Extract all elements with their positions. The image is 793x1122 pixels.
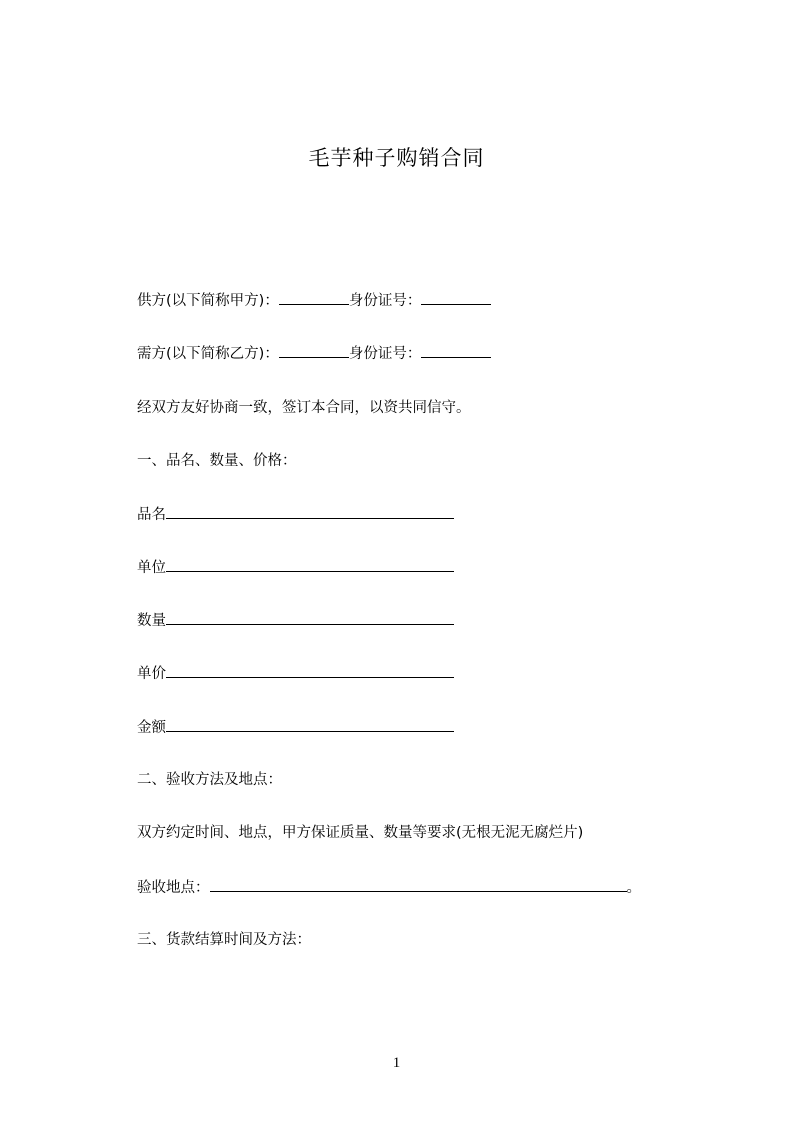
field-blank: [166, 717, 454, 732]
field-label: 品名: [137, 507, 166, 523]
buyer-label: 需方(以下简称乙方)：: [137, 346, 279, 362]
supplier-line: [137, 290, 491, 311]
supplier-id-blank: [421, 290, 491, 305]
field-label: 金额: [137, 720, 166, 736]
field-row-amount: [137, 717, 454, 738]
field-blank: [166, 610, 454, 625]
page-number: 1: [392, 1055, 401, 1071]
inspection-location-blank: [210, 877, 627, 892]
field-row-quantity: [137, 610, 454, 631]
inspection-location-label: 验收地点：: [137, 880, 210, 896]
buyer-line: [137, 343, 491, 364]
field-label: 单价: [137, 666, 166, 682]
field-label: 数量: [137, 613, 166, 629]
field-row-unit: [137, 557, 454, 578]
field-row-unit-price: [137, 663, 454, 684]
field-blank: [166, 504, 454, 519]
supplier-name-blank: [279, 290, 349, 305]
section2-heading: 二、验收方法及地点：: [137, 772, 282, 788]
inspection-location-line: [137, 877, 641, 898]
supplier-id-label: 身份证号：: [348, 293, 422, 309]
field-blank: [166, 663, 454, 678]
section3-heading: 三、货款结算时间及方法：: [137, 932, 311, 948]
section1-heading: 一、品名、数量、价格：: [137, 453, 297, 469]
buyer-name-blank: [279, 343, 349, 358]
field-row-product-name: [137, 504, 454, 525]
section2-text: 双方约定时间、地点，甲方保证质量、数量等要求(无根无泥无腐烂片): [137, 825, 584, 841]
supplier-label: 供方(以下简称甲方)：: [137, 293, 279, 309]
document-title: 毛芋种子购销合同: [308, 146, 485, 170]
field-label: 单位: [137, 560, 166, 576]
preamble: 经双方友好协商一致，签订本合同，以资共同信守。: [137, 400, 471, 416]
buyer-id-blank: [421, 343, 491, 358]
buyer-id-label: 身份证号：: [348, 346, 422, 362]
inspection-location-end: 。: [626, 880, 641, 896]
field-blank: [166, 557, 454, 572]
